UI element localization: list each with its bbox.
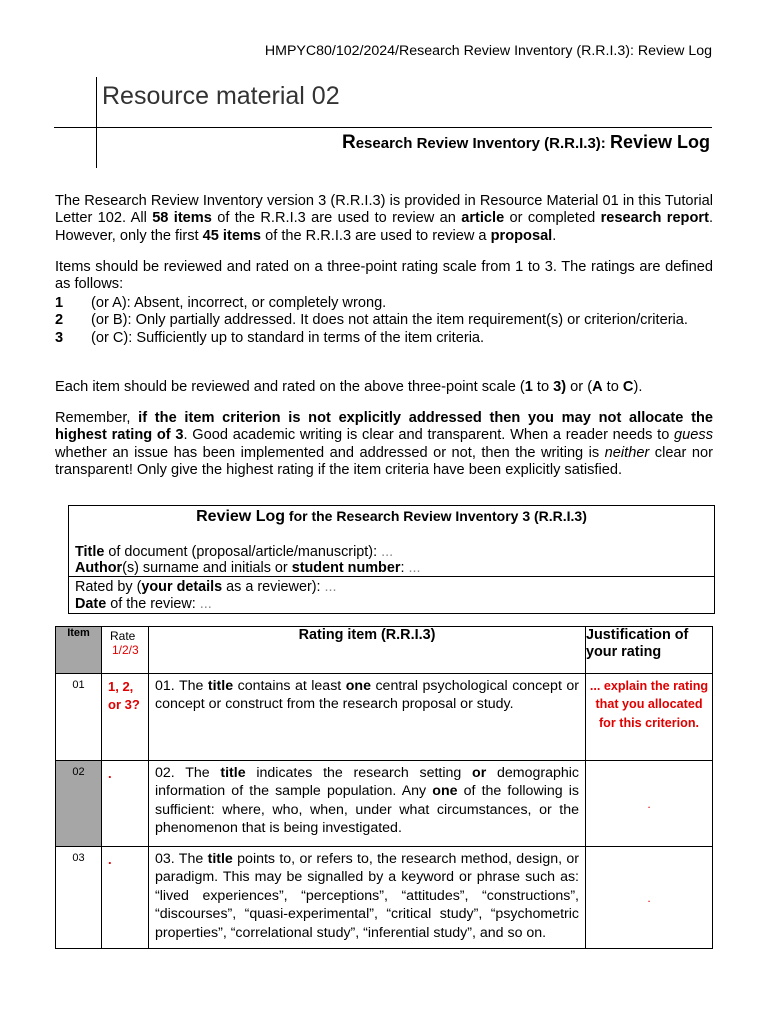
item-number-text: 03 <box>72 852 85 864</box>
text-italic: guess <box>674 427 713 444</box>
text-bold: proposal <box>490 227 553 244</box>
text: 02. The <box>155 765 221 781</box>
text: . Good academic writing is clear and transparent. When a reader needs to <box>183 427 675 444</box>
table-row <box>56 674 713 761</box>
table-row <box>56 761 713 847</box>
rri-title-initial: R <box>341 132 356 153</box>
text: demographic information of the sample population. Any <box>155 765 579 800</box>
review-log-title: Review Log <box>196 508 286 525</box>
text: of the R.R.I.3 are used to review an <box>211 210 462 227</box>
rate-value: 1, 2, or 3? <box>108 679 140 712</box>
text-bold: 58 items <box>152 210 212 227</box>
rating-table <box>55 626 713 949</box>
text: of the R.R.I.3 are used to review a <box>261 227 491 244</box>
rate-cell[interactable] <box>102 674 149 761</box>
text: . <box>552 227 557 244</box>
field-label: (s) surname and initials or <box>122 560 292 576</box>
table-header-row <box>56 627 713 674</box>
review-log-subtitle: for the Research Review Inventory 3 (R.R.I.3) <box>285 508 587 524</box>
divider <box>69 576 714 577</box>
text: of the following is sufficient: where, who, when, under what circumstances, or the phenomenon that is being investigated. <box>155 783 579 837</box>
criterion-cell <box>149 847 586 949</box>
text: . However, only the first <box>55 210 713 244</box>
table-row <box>56 847 713 949</box>
header-justification: Justification of your rating <box>586 627 713 674</box>
text: contains at least <box>233 678 346 694</box>
item-number <box>56 674 102 761</box>
field-label: Title <box>75 544 105 560</box>
rri-title-middle: esearch Review Inventory (R.R.I.3): <box>355 135 610 152</box>
text: Remember, <box>55 410 139 426</box>
resource-title: Resource material 02 <box>102 82 340 110</box>
rate-value: . <box>108 766 112 781</box>
vertical-rule <box>96 77 97 168</box>
text-bold: 1 <box>524 379 533 395</box>
definition-item <box>55 330 713 347</box>
header-rate-label: Rate <box>110 629 136 643</box>
justification-cell[interactable] <box>586 761 713 847</box>
definition-number: 1 <box>55 295 64 311</box>
text-bold: article <box>461 210 505 227</box>
field-placeholder: ... <box>408 560 421 576</box>
justification-cell[interactable] <box>586 674 713 761</box>
definition-number: 2 <box>55 312 64 329</box>
field-label: student number <box>291 560 401 576</box>
item-number-text: 02 <box>72 766 85 778</box>
text-bold: title <box>207 851 233 867</box>
intro-paragraph-4 <box>55 410 713 480</box>
item-number-text: 01 <box>72 679 85 691</box>
rating-definitions <box>55 295 713 347</box>
text: or ( <box>566 379 593 395</box>
text: points to, or refers to, the research method, design, or paradigm. This may be signalled by a keyword or phrase such as: “lived experiences”, “perceptions”, “attitudes”, “constructions”, “discourses”, “quasi-experimental”, “critical study”, “psychometric properties”, “correlational study”, “inferential study”, and so on. <box>155 851 580 941</box>
text-bold: one <box>432 783 458 800</box>
text: to <box>532 379 554 395</box>
rri-title <box>342 132 710 154</box>
field-label: Author <box>75 560 123 576</box>
header-rating-item: Rating item (R.R.I.3) <box>149 627 586 674</box>
date-field[interactable] <box>75 596 212 612</box>
definition-item <box>55 312 713 329</box>
justification-cell[interactable] <box>586 847 713 949</box>
definition-number: 3 <box>55 329 64 346</box>
text: Each item should be reviewed and rated on the above three-point scale ( <box>55 379 525 395</box>
field-label: Date <box>75 596 107 612</box>
text: clear nor transparent! Only give the highest rating if the item criteria have been explicitly satisfied. <box>55 444 713 479</box>
rate-cell[interactable] <box>102 847 149 949</box>
criterion-cell <box>149 674 586 761</box>
field-label: as a reviewer): <box>222 579 325 595</box>
text-bold: title <box>207 678 234 694</box>
justification-text: ... explain the rating that you allocated for this criterion. <box>589 679 709 730</box>
document-title-field[interactable] <box>75 544 393 560</box>
text-bold: one <box>345 678 371 694</box>
item-number <box>56 761 102 847</box>
text: 01. The <box>155 678 208 694</box>
field-label: Rated by ( <box>75 579 142 595</box>
text-italic: neither <box>604 444 650 461</box>
text: The Research Review Inventory version 3 (R.R.I.3) is provided in Resource Material 01 in this Tutorial Letter 102. All <box>55 193 713 227</box>
text-bold: A <box>592 379 603 395</box>
rated-by-field[interactable] <box>75 579 337 595</box>
document-code: HMPYC80/102/2024/Research Review Inventory (R.R.I.3): Review Log <box>264 43 712 59</box>
field-placeholder: ... <box>199 596 212 612</box>
field-label: of the review: <box>106 596 200 612</box>
text-bold: title <box>220 765 246 781</box>
field-label: of document (proposal/article/manuscript): <box>104 544 382 560</box>
text-bold: C <box>622 379 634 395</box>
horizontal-rule <box>54 127 712 128</box>
header-rate <box>102 627 149 674</box>
author-field[interactable] <box>75 560 420 576</box>
intro-paragraph-2: Items should be reviewed and rated on a three-point rating scale from 1 to 3. The ratings are defined as follows: <box>55 259 713 293</box>
rate-cell[interactable] <box>102 761 149 847</box>
text: indicates the research setting <box>245 765 473 781</box>
text-bold: or <box>472 765 487 781</box>
text: or completed <box>504 210 601 227</box>
text: 03. The <box>155 851 208 867</box>
field-placeholder: ... <box>324 579 337 595</box>
text-bold: 45 items <box>202 227 262 244</box>
field-label: : <box>400 560 409 576</box>
definition-text: (or C): Sufficiently up to standard in terms of the item criteria. <box>91 329 485 346</box>
text: whether an issue has been implemented and addressed or not, then the writing is <box>55 444 605 461</box>
review-log-box <box>68 505 715 614</box>
item-number <box>56 847 102 949</box>
intro-paragraph-3 <box>55 379 713 396</box>
definition-item <box>55 295 713 312</box>
header-rate-scale: 1/2/3 <box>112 643 139 657</box>
definition-text: (or B): Only partially addressed. It does not attain the item requirement(s) or criterion/criteria. <box>91 312 688 329</box>
rri-title-end: Review Log <box>609 132 710 152</box>
field-label: your details <box>141 579 223 595</box>
justification-text: . <box>647 796 651 811</box>
text-bold: research report <box>600 210 709 227</box>
text-bold: 3) <box>553 379 567 395</box>
field-placeholder: ... <box>381 544 394 560</box>
text: ). <box>633 379 643 395</box>
text: central psychological concept or concept or construct from the research proposal or study. <box>155 678 579 713</box>
text: to <box>602 379 623 395</box>
definition-text: (or A): Absent, incorrect, or completely wrong. <box>91 295 387 311</box>
review-log-heading <box>69 508 714 526</box>
criterion-cell <box>149 761 586 847</box>
header-item: Item <box>56 627 102 674</box>
justification-text: . <box>647 890 651 905</box>
text-bold: if the item criterion is not explicitly addressed then you may not allocate the highest rating of 3 <box>55 410 713 444</box>
intro-paragraph-1 <box>55 193 713 245</box>
rate-value: . <box>108 852 112 867</box>
